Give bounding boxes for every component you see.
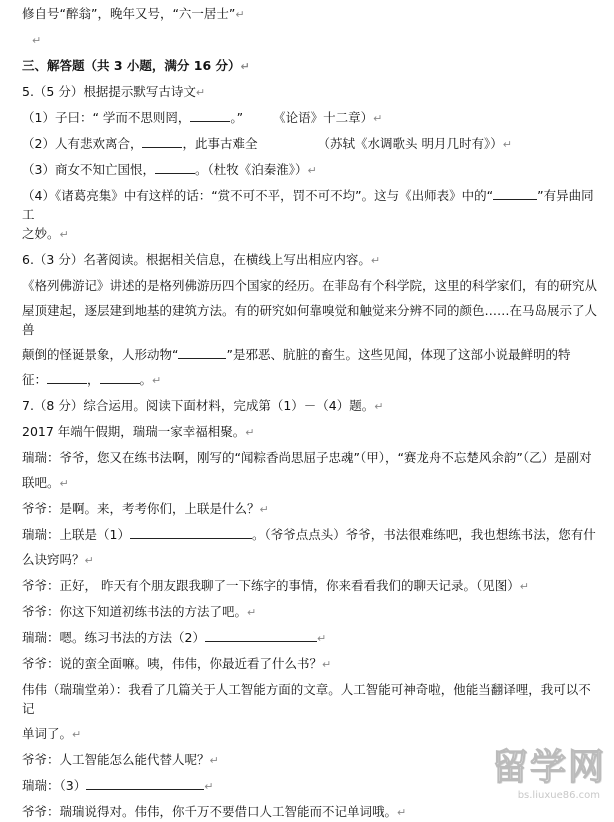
answer-blank[interactable] (155, 161, 195, 174)
text-line (22, 4, 600, 24)
paragraph-mark-icon: ↵ (59, 477, 69, 490)
dialogue-line (22, 680, 600, 718)
text-span: 屋顶建起，逐层建到地基的建筑方法。有的研究如何靠嗅觉和触觉来分辨不同的颜色……在马岛展示了人兽 (22, 303, 598, 337)
paragraph-mark-icon: ↵ (247, 606, 257, 619)
text-span: （3）商女不知亡国恨， (22, 162, 155, 177)
answer-blank[interactable] (493, 187, 537, 200)
dialogue-line (22, 550, 600, 570)
paragraph-mark-icon: ↵ (307, 164, 317, 177)
paragraph-mark-icon: ↵ (209, 754, 219, 767)
question-7-title (22, 396, 600, 416)
text-span: 。” (230, 110, 244, 125)
answer-blank[interactable] (205, 629, 317, 642)
paragraph-mark-icon: ↵ (204, 780, 214, 793)
paragraph-mark-icon: ↵ (240, 60, 250, 73)
paragraph-mark-icon: ↵ (235, 8, 245, 21)
dialogue-line (22, 654, 600, 674)
text-span: ， (87, 372, 100, 387)
text-span: 6.（3 分）名著阅读。根据相关信息，在横线上写出相应内容。 (22, 252, 371, 267)
text-span: 颠倒的怪诞景象，人形动物“ (22, 347, 179, 362)
text-span: 瑞瑞：嗯。练习书法的方法（2） (22, 630, 205, 645)
answer-blank[interactable] (142, 135, 182, 148)
text-span: 么诀窍吗？ (22, 552, 85, 567)
paragraph-mark-icon: ↵ (373, 112, 383, 125)
paragraph-mark-icon: ↵ (72, 728, 82, 741)
answer-blank[interactable] (47, 371, 87, 384)
answer-blank[interactable] (178, 346, 226, 359)
text-span: ”是邪恶、肮脏的畜生。这些见闻，体现了这部小说最鲜明的特 (226, 347, 571, 362)
dialogue-line (22, 499, 600, 519)
text-span: ，此事古难全 (182, 136, 258, 151)
dialogue-line (22, 576, 600, 596)
paragraph-mark-icon: ↵ (195, 86, 206, 99)
text-span: 。（杜牧《泊秦淮》） (194, 162, 308, 177)
paragraph-mark-icon: ↵ (245, 426, 255, 439)
question-5-item-3 (22, 160, 600, 180)
text-span: 瑞瑞：上联是（1） (22, 527, 130, 542)
text-span: 2017 年端午假期，瑞瑞一家幸福相聚。 (22, 424, 246, 439)
section-heading (22, 56, 600, 76)
text-span: 征： (22, 372, 48, 387)
paragraph-mark-icon: ↵ (32, 34, 42, 47)
paragraph-mark-icon: ↵ (259, 503, 269, 516)
dialogue-line (22, 422, 600, 442)
question-5-title (22, 82, 600, 102)
text-span: 。 (139, 372, 153, 387)
text-span: 之妙。 (22, 226, 60, 241)
dialogue-line (22, 525, 600, 544)
question-5-item-4-cont (22, 224, 600, 244)
dialogue-line (22, 602, 600, 622)
text-span: （4）《诸葛亮集》中有这样的话：“赏不可不平，罚不可不均”。这与《出师表》中的“ (22, 188, 494, 203)
text-span: 5.（5 分）根据提示默写古诗文 (22, 84, 196, 99)
question-6-passage (22, 345, 600, 364)
text-span: 修自号“醉翁”，晚年又号，“六一居士” (22, 6, 236, 21)
paragraph-mark-icon: ↵ (370, 254, 381, 267)
text-span: 。（爷爷点点头）爷爷，书法很难练吧，我也想练书法，您有什 (251, 527, 596, 542)
text-span: 联吧。 (22, 475, 60, 490)
watermark-text: 留学网 (491, 747, 606, 788)
watermark-logo (436, 739, 606, 803)
text-span: 爷爷：说的蛮全面嘛。咦，伟伟，你最近看了什么书？ (22, 656, 323, 671)
paragraph-mark-icon: ↵ (84, 554, 94, 567)
text-span: 《格列佛游记》讲述的是格列佛游历四个国家的经历。在菲岛有个科学院，这里的科学家们，有的研究从 (22, 278, 598, 293)
dialogue-line (22, 802, 600, 822)
text-span: 《论语》十二章） (273, 110, 374, 125)
paragraph-mark-icon: ↵ (397, 806, 407, 819)
text-span: 瑞瑞：爷爷，您又在练书法啊，刚写的“闻粽香尚思屈子忠魂”（甲），“赛龙舟不忘楚风余韵”（乙）是副对 (22, 450, 592, 465)
dialogue-line (22, 473, 600, 493)
question-6-passage (22, 276, 600, 295)
question-6-passage (22, 301, 600, 339)
section-title: 三、解答题（共 3 小题，满分 16 分） (22, 58, 241, 73)
text-span: 伟伟（瑞瑞堂弟）：我看了几篇关于人工智能方面的文章。人工智能可神奇啦，他能当翻译哩，我可以不记 (22, 682, 591, 716)
question-5-item-2 (22, 134, 600, 154)
text-span: 爷爷：瑞瑞说得对。伟伟，你千万不要借口人工智能而不记单词哦。 (22, 804, 398, 819)
dialogue-line (22, 448, 600, 467)
text-span: 爷爷：你这下知道初练书法的方法了吧。 (22, 604, 248, 619)
empty-line (22, 30, 600, 50)
text-span: 爷爷：人工智能怎么能代替人呢？ (22, 752, 210, 767)
text-span: 爷爷：是啊。来，考考你们，上联是什么？ (22, 501, 260, 516)
text-span: 瑞瑞：（3） (22, 778, 87, 793)
text-span: （2）人有悲欢离合， (22, 136, 143, 151)
paragraph-mark-icon: ↵ (519, 580, 529, 593)
answer-blank[interactable] (86, 777, 204, 790)
text-span: 7.（8 分）综合运用。阅读下面材料，完成第（1）－（4）题。 (22, 398, 375, 413)
text-span: （苏轼《水调歌头 明月几时有》） (317, 136, 503, 151)
text-span: （1）子曰：“ 学而不思则罔， (22, 110, 191, 125)
question-5-item-4 (22, 186, 600, 224)
paragraph-mark-icon: ↵ (502, 138, 512, 151)
question-6-title (22, 250, 600, 270)
answer-blank[interactable] (190, 109, 230, 122)
question-6-passage (22, 370, 600, 390)
paragraph-mark-icon: ↵ (322, 658, 332, 671)
paragraph-mark-icon: ↵ (374, 400, 384, 413)
paragraph-mark-icon: ↵ (316, 632, 327, 645)
answer-blank[interactable] (100, 371, 140, 384)
text-span: 单词了。 (22, 726, 73, 741)
dialogue-line (22, 628, 600, 648)
paragraph-mark-icon: ↵ (59, 228, 69, 241)
text-span: 爷爷：正好， 昨天有个朋友跟我聊了一下练字的事情，你来看看我们的聊天记录。（见图） (22, 578, 520, 593)
watermark-url: bs.liuxue86.com (517, 790, 600, 801)
text-span: ”有异曲同工 (22, 188, 594, 222)
question-5-item-1 (22, 108, 600, 128)
paragraph-mark-icon: ↵ (152, 374, 162, 387)
answer-blank[interactable] (130, 526, 252, 539)
